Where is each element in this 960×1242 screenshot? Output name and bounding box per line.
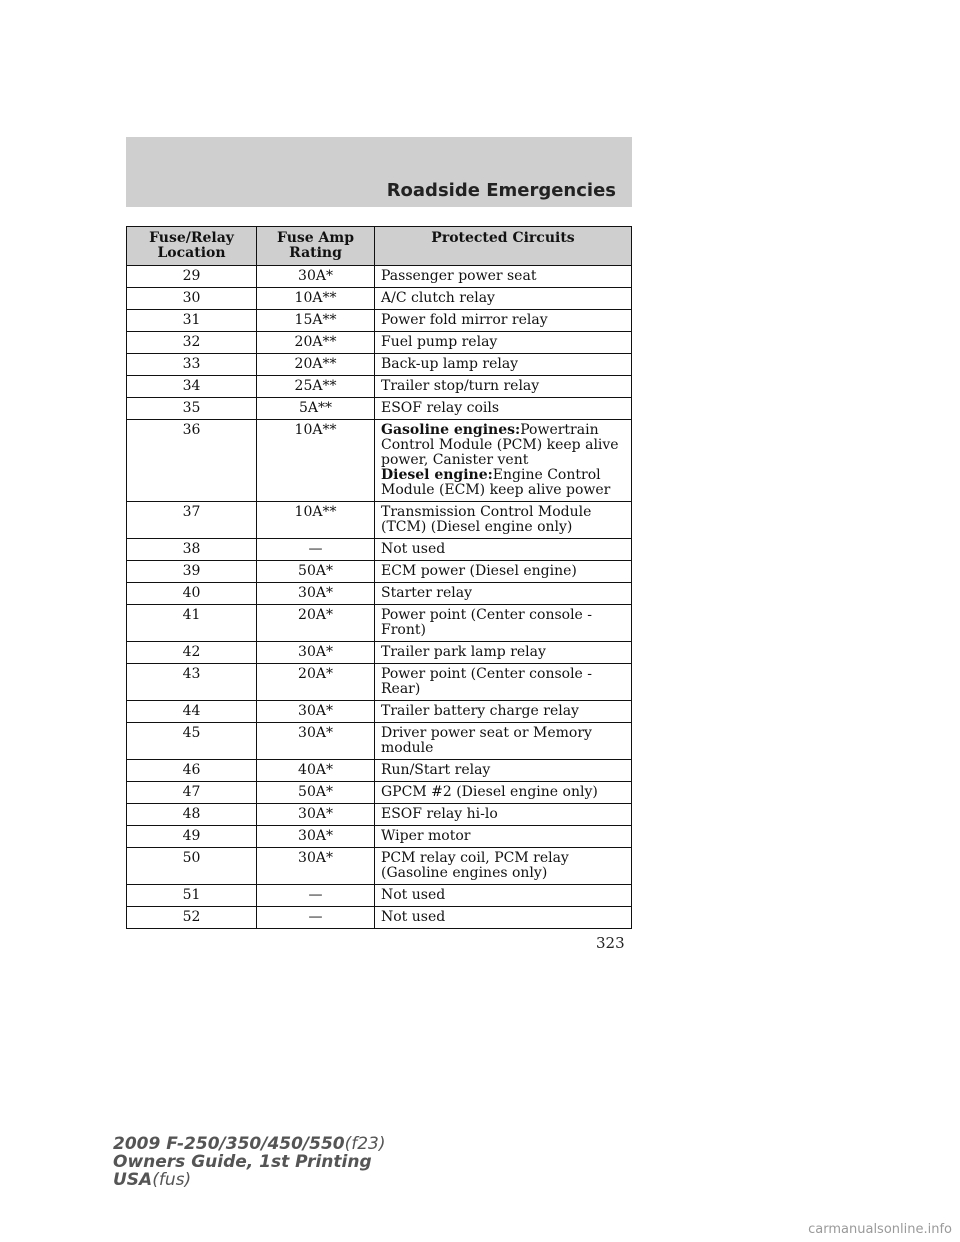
table-row [127, 266, 632, 288]
protected-circuit-cell: Power fold mirror relay [375, 310, 632, 332]
table-row [127, 502, 632, 539]
table-row [127, 561, 632, 583]
protected-circuit-cell [375, 420, 632, 502]
table-row [127, 420, 632, 502]
fuse-location-cell: 46 [127, 760, 257, 782]
protected-circuit-cell: Not used [375, 907, 632, 929]
fuse-location-cell: 33 [127, 354, 257, 376]
fuse-location-cell: 43 [127, 664, 257, 701]
diesel-label: Diesel engine: [381, 467, 493, 483]
protected-circuit-cell: Trailer park lamp relay [375, 642, 632, 664]
protected-circuit-cell: Back-up lamp relay [375, 354, 632, 376]
protected-circuit-cell: Not used [375, 539, 632, 561]
fuse-location-cell: 40 [127, 583, 257, 605]
fuse-location-cell: 49 [127, 826, 257, 848]
table-row [127, 605, 632, 642]
fuse-location-cell: 41 [127, 605, 257, 642]
fuse-rating-cell: 30A* [257, 804, 375, 826]
fuse-rating-cell: 20A** [257, 332, 375, 354]
table-header-row [127, 227, 632, 266]
table-row [127, 288, 632, 310]
fuse-rating-cell: — [257, 885, 375, 907]
fuse-location-cell: 52 [127, 907, 257, 929]
table-row [127, 826, 632, 848]
fuse-rating-cell: 10A** [257, 420, 375, 502]
table-row [127, 642, 632, 664]
protected-circuit-cell: ESOF relay hi-lo [375, 804, 632, 826]
table-row [127, 804, 632, 826]
protected-circuit-cell: GPCM #2 (Diesel engine only) [375, 782, 632, 804]
protected-circuit-cell: ECM power (Diesel engine) [375, 561, 632, 583]
header-rating-line1: Fuse Amp [277, 230, 354, 246]
protected-circuit-cell: ESOF relay coils [375, 398, 632, 420]
table-row [127, 848, 632, 885]
footer [113, 1135, 386, 1189]
header-rating [257, 227, 375, 266]
fuse-location-cell: 39 [127, 561, 257, 583]
protected-circuit-cell: Power point (Center console - Rear) [375, 664, 632, 701]
table-row [127, 539, 632, 561]
gas-text: Powertrain Control Module (PCM) keep alive power, Canister vent [381, 422, 619, 468]
protected-circuit-cell: Passenger power seat [375, 266, 632, 288]
fuse-location-cell: 47 [127, 782, 257, 804]
protected-circuit-cell: Trailer stop/turn relay [375, 376, 632, 398]
fuse-location-cell: 45 [127, 723, 257, 760]
fuse-rating-cell: 30A* [257, 266, 375, 288]
fuse-rating-cell: 30A* [257, 723, 375, 760]
fuse-rating-cell: 40A* [257, 760, 375, 782]
section-title: Roadside Emergencies [386, 180, 616, 201]
fuse-rating-cell: 20A* [257, 605, 375, 642]
fuse-rating-cell: — [257, 907, 375, 929]
fuse-rating-cell: 10A** [257, 288, 375, 310]
protected-circuit-cell: Not used [375, 885, 632, 907]
watermark: carmanualsonline.info [808, 1222, 952, 1237]
header-location-line2: Location [157, 245, 226, 261]
fuse-rating-cell: 15A** [257, 310, 375, 332]
protected-circuit-cell: Starter relay [375, 583, 632, 605]
fuse-location-cell: 44 [127, 701, 257, 723]
footer-guide: Owners Guide, 1st Printing [113, 1152, 372, 1172]
header-rating-line2: Rating [289, 245, 342, 261]
table-row [127, 376, 632, 398]
diesel-text: Engine Control Module (ECM) keep alive power [381, 467, 611, 498]
header-location [127, 227, 257, 266]
table-row [127, 398, 632, 420]
header-location-line1: Fuse/Relay [149, 230, 234, 246]
table-row [127, 782, 632, 804]
fuse-location-cell: 37 [127, 502, 257, 539]
fuse-table [126, 226, 632, 929]
fuse-rating-cell: 30A* [257, 848, 375, 885]
table-row [127, 332, 632, 354]
footer-model: 2009 F-250/350/450/550 [113, 1134, 345, 1154]
fuse-rating-cell: 30A* [257, 642, 375, 664]
gas-label: Gasoline engines: [381, 422, 521, 438]
fuse-rating-cell: 50A* [257, 782, 375, 804]
table-row [127, 583, 632, 605]
fuse-location-cell: 35 [127, 398, 257, 420]
fuse-rating-cell: — [257, 539, 375, 561]
table-row [127, 664, 632, 701]
fuse-rating-cell: 50A* [257, 561, 375, 583]
footer-region-code: (fus) [152, 1170, 192, 1190]
fuse-rating-cell: 5A** [257, 398, 375, 420]
fuse-rating-cell: 10A** [257, 502, 375, 539]
fuse-location-cell: 38 [127, 539, 257, 561]
table-row [127, 310, 632, 332]
fuse-rating-cell: 20A** [257, 354, 375, 376]
protected-circuit-cell: Trailer battery charge relay [375, 701, 632, 723]
fuse-location-cell: 51 [127, 885, 257, 907]
protected-circuit-cell: Fuel pump relay [375, 332, 632, 354]
section-header-band [126, 137, 632, 207]
fuse-rating-cell: 25A** [257, 376, 375, 398]
page-number: 323 [596, 934, 625, 952]
fuse-location-cell: 48 [127, 804, 257, 826]
fuse-location-cell: 36 [127, 420, 257, 502]
table-row [127, 760, 632, 782]
fuse-rating-cell: 30A* [257, 583, 375, 605]
fuse-location-cell: 42 [127, 642, 257, 664]
fuse-rating-cell: 30A* [257, 826, 375, 848]
table-row [127, 354, 632, 376]
table-row [127, 885, 632, 907]
fuse-rating-cell: 20A* [257, 664, 375, 701]
protected-circuit-cell: Wiper motor [375, 826, 632, 848]
table-row [127, 701, 632, 723]
table-row [127, 907, 632, 929]
footer-model-code: (f23) [344, 1134, 386, 1154]
fuse-location-cell: 32 [127, 332, 257, 354]
protected-circuit-cell: Run/Start relay [375, 760, 632, 782]
fuse-location-cell: 31 [127, 310, 257, 332]
protected-circuit-cell: A/C clutch relay [375, 288, 632, 310]
fuse-location-cell: 50 [127, 848, 257, 885]
header-circuits: Protected Circuits [375, 227, 632, 266]
table-row [127, 723, 632, 760]
protected-circuit-cell: Power point (Center console - Front) [375, 605, 632, 642]
fuse-location-cell: 29 [127, 266, 257, 288]
protected-circuit-cell: Driver power seat or Memory module [375, 723, 632, 760]
footer-region: USA [113, 1170, 153, 1190]
protected-circuit-cell: Transmission Control Module (TCM) (Diesel engine only) [375, 502, 632, 539]
fuse-location-cell: 34 [127, 376, 257, 398]
fuse-location-cell: 30 [127, 288, 257, 310]
fuse-rating-cell: 30A* [257, 701, 375, 723]
protected-circuit-cell: PCM relay coil, PCM relay (Gasoline engines only) [375, 848, 632, 885]
